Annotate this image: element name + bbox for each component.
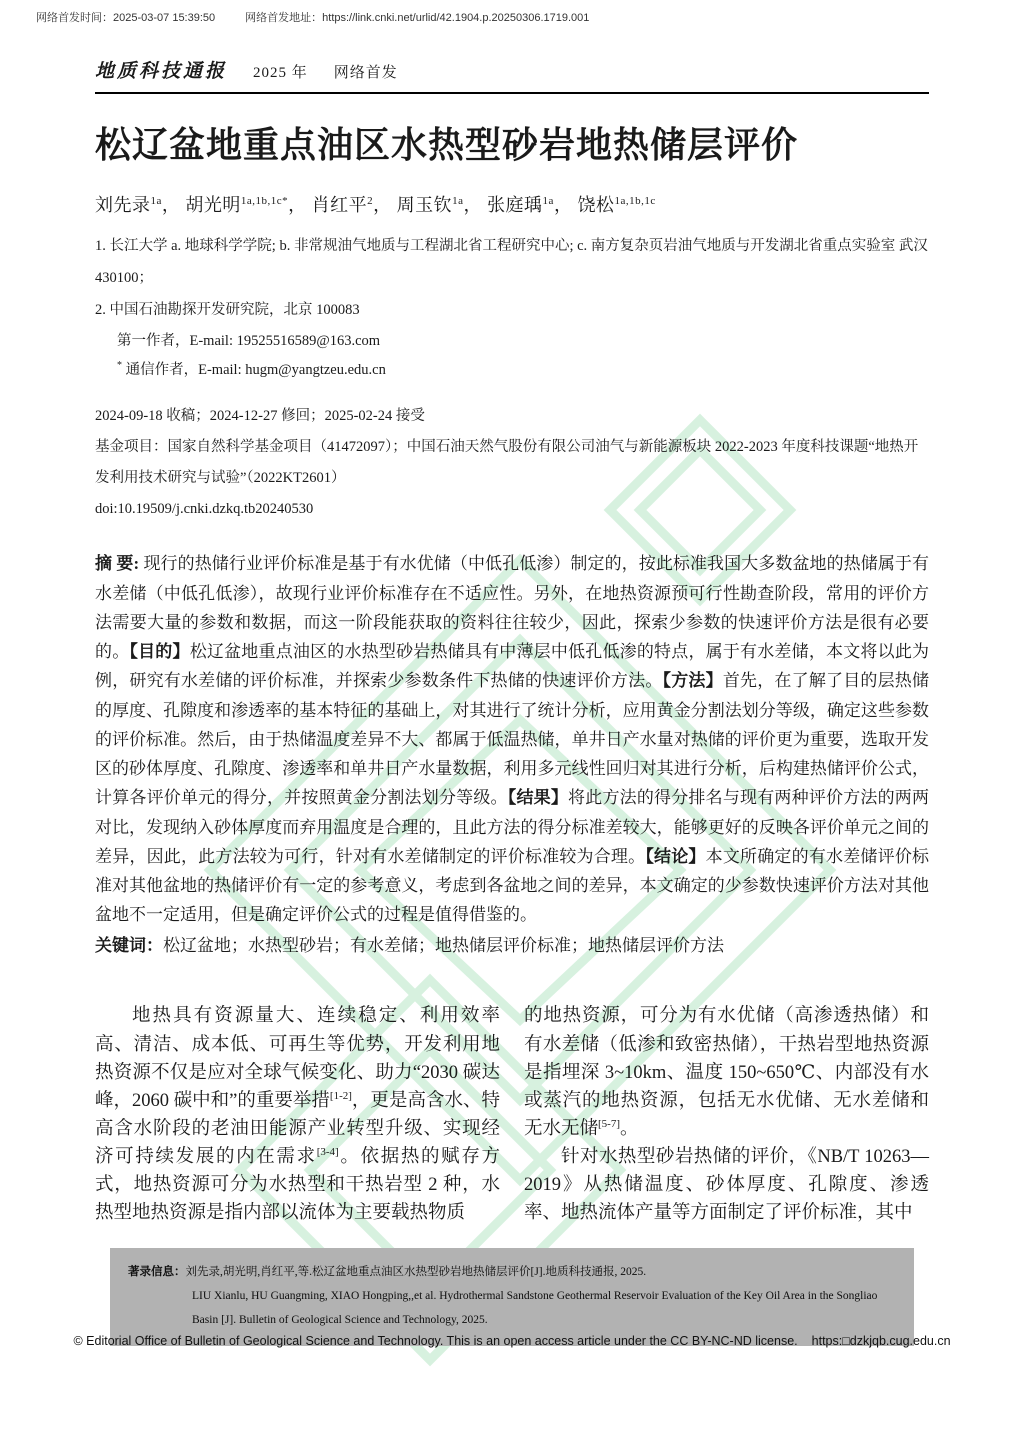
author	[312, 195, 392, 215]
online-first-address-label: 网络首发地址：	[245, 12, 323, 24]
author-separator: ，	[553, 195, 573, 216]
corresponding-author-mark: *	[117, 359, 122, 371]
keywords	[95, 932, 929, 961]
doi: doi:10.19509/j.cnki.dzkq.tb20240530	[95, 501, 314, 518]
author	[185, 195, 306, 215]
publication-info	[95, 401, 929, 526]
author-separator: ，	[288, 195, 307, 216]
corresponding-author-contact	[117, 356, 929, 385]
author-name: 肖红平	[311, 195, 368, 216]
author-list	[95, 191, 929, 217]
body-right-column	[524, 1002, 929, 1227]
journal-year: 2025 年	[253, 65, 308, 81]
received-revised-accepted-dates: 2024-09-18 收稿；2024-12-27 修回；2025-02-24 接受	[95, 407, 425, 424]
first-author-email[interactable]: 19525516589@163.com	[236, 332, 381, 349]
author-affil-sup: 2	[367, 195, 374, 208]
online-first-time	[36, 9, 215, 25]
abstract-text: 现行的热储行业评价标准是基于有水优储（中低孔低渗）制定的，按此标准我国大多数盆地的热储属于有水差储（中低孔低渗），故现行业评价标准存在不适应性。另外，在地热资源预可行性勘查阶段，常用的评价方法需要大量的参数和数据，而这一阶段能获取的资料往往较少，因此，探索少参数的快速评价方法是很有必要的。【目的】松辽盆地重点油区的水热型砂岩热储具有中薄层中低孔低渗的特点，属于有水差储，本文将以此为例，研究有水差储的评价标准，并探索少参数条件下热储的快速评价方法。【方法】首先，在了解了目的层热储的厚度、孔隙度和渗透率的基本特征的基础上，对其进行了统计分析，应用黄金分割法划分等级，确定这些参数的评价标准。然后，由于热储温度差异不大、都属于低温热储，单井日产水量对热储的评价更为重要，选取开发区的砂体厚度、孔隙度、渗透率和单井日产水量数据，利用多元线性回归对其进行分析，后构建热储评价公式，计算各评价单元的得分，并按照黄金分割法划分等级。【结果】将此方法的得分排名与现有两种评价方法的两两对比，发现纳入砂体厚度而弃用温度是合理的，且此方法的得分标准差较大，能够更好的反映各评价单元之间的差异，因此，此方法较为可行，针对有水差储制定的评价标准较为合理。【结论】本文所确定的有水差储评价标准对其他盆地的热储评价有一定的参考意义，考虑到各盆地之间的差异，本文确定的少参数快速评价方法对其他盆地不一定适用，但是确定评价公式的过程是值得借鉴的。	[95, 554, 930, 925]
author-name: 张庭瑀	[487, 195, 543, 216]
affiliation-1: 1. 长江大学 a. 地球科学学院; b. 非常规油气地质与工程湖北省工程研究中心; c. 南方复杂页岩油气地质与开发湖北省重点实验室 武汉 430100；	[95, 238, 928, 286]
author-affil-sup: 1a,1b,1c*	[240, 195, 289, 208]
author	[397, 195, 482, 215]
journal-online-first-status: 网络首发	[333, 65, 398, 81]
author-separator: ，	[463, 195, 483, 216]
corresponding-author-label: 通信作者，E-mail:	[122, 361, 246, 378]
online-first-meta-bar	[36, 9, 1004, 25]
journal-name: 地质科技通报	[95, 61, 228, 82]
affiliation-list	[95, 231, 929, 327]
abstract	[95, 549, 929, 929]
author-affil-sup: 1a	[150, 195, 162, 208]
author-name: 刘先录	[95, 195, 151, 216]
body-paragraph: 地热具有资源量大、连续稳定、利用效率高、清洁、成本低、可再生等优势，开发利用地热资源不仅是应对全球气候变化、助力“2030 碳达峰，2060 碳中和”的重要举措[1-2]，更是高含水、特高含水阶段的老油田能源产业转型升级、实现经济可持续发展的内在需求[3-4]。依据热的赋存方式，地热资源可分为水热型和干热岩型 2 种，水热型地热资源是指内部以流体为主要载热物质	[95, 1006, 500, 1224]
author-affil-sup: 1a,1b,1c	[614, 195, 656, 208]
citation-zh-line	[128, 1260, 896, 1284]
citation-zh-text: 刘先录,胡光明,肖红平,等.松辽盆地重点油区水热型砂岩地热储层评价[J].地质科技通报, 2025.	[185, 1266, 647, 1278]
online-first-address	[245, 9, 589, 25]
paper-content	[95, 56, 929, 1227]
author-affil-sup: 1a	[542, 195, 554, 208]
online-first-time-value: 2025-03-07 15:39:50	[113, 12, 216, 24]
corresponding-author-email[interactable]: hugm@yangtzeu.edu.cn	[245, 361, 386, 378]
author-name: 胡光明	[185, 195, 241, 216]
body-columns	[95, 1002, 929, 1227]
author	[95, 195, 180, 215]
first-author-label: 第一作者，E-mail:	[117, 332, 237, 349]
first-author-contact	[117, 327, 929, 356]
keywords-text: 松辽盆地；水热型砂岩；有水差储；地热储层评价标准；地热储层评价方法	[163, 935, 724, 955]
journal-website-url[interactable]: https:□dzkjqb.cug.edu.cn	[811, 1334, 951, 1348]
page-footer	[0, 1334, 1024, 1348]
citation-en-text: LIU Xianlu, HU Guangming, XIAO Hongping,,et al. Hydrothermal Sandstone Geothermal Reservoir Evaluation of the Key Oil Area in the Songliao Basin [J]. Bulletin of Geological Science and Technology, 2025.	[192, 1290, 878, 1327]
online-first-time-label: 网络首发时间：	[36, 12, 113, 24]
online-first-url[interactable]: https://link.cnki.net/urlid/42.1904.p.20250306.1719.001	[322, 12, 590, 24]
author	[577, 195, 655, 215]
body-paragraph: 针对水热型砂岩热储的评价，《NB/T 10263—2019》从热储温度、砂体厚度、孔隙度、渗透率、地热流体产量等方面制定了评价标准，其中	[524, 1146, 929, 1224]
author-name: 周玉钦	[396, 195, 453, 216]
author-separator: ，	[161, 195, 181, 216]
funding-statement: 基金项目：国家自然科学基金项目（41472097）；中国石油天然气股份有限公司油气与新能源板块 2022-2023 年度科技课题“地热开发利用技术研究与试验”（2022KT2601）	[95, 438, 919, 487]
affiliation-2: 2. 中国石油勘探开发研究院，北京 100083	[95, 301, 360, 318]
journal-header	[95, 56, 929, 94]
author-name: 饶松	[577, 195, 615, 216]
copyright-license-text: © Editorial Office of Bulletin of Geological Science and Technology. This is an open access article under the CC BY-NC-ND license.	[73, 1334, 798, 1348]
citation-label: 著录信息：	[128, 1266, 186, 1278]
author-separator: ，	[373, 195, 392, 216]
keywords-label: 关键词：	[95, 935, 163, 955]
article-title: 松辽盆地重点油区水热型砂岩地热储层评价	[95, 124, 799, 165]
body-left-column	[95, 1002, 500, 1227]
author-affil-sup: 1a	[452, 195, 464, 208]
author	[487, 195, 572, 215]
abstract-label: 摘 要:	[95, 554, 144, 574]
citation-info-box	[110, 1248, 914, 1346]
body-paragraph: 的地热资源，可分为有水优储（高渗透热储）和有水差储（低渗和致密热储），干热岩型地热资源是指埋深 3~10km、温度 150~650℃、内部没有水或蒸汽的地热资源，包括无水优储、无水差储和无水无储[5-7]。	[524, 1006, 929, 1139]
